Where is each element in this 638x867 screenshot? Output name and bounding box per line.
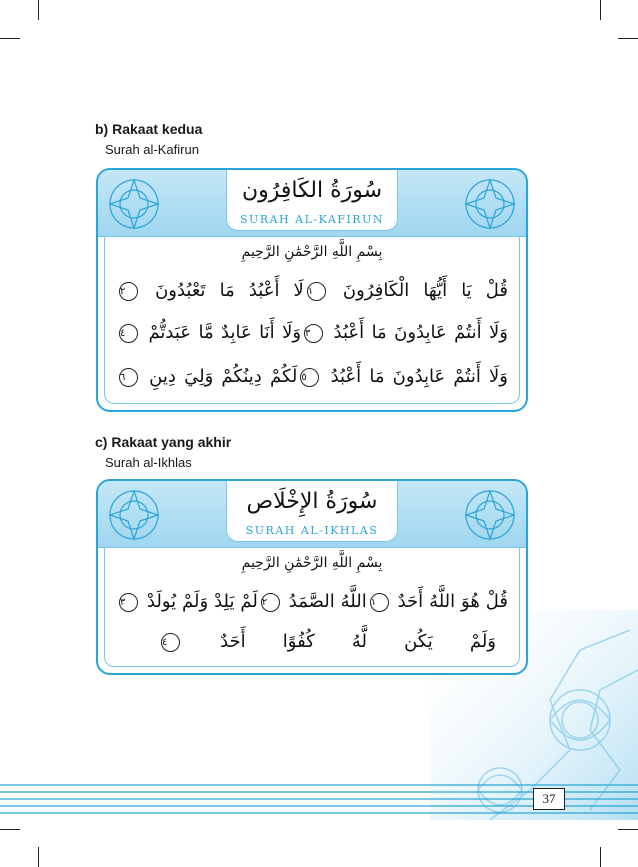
ayah-text: لَمْ يَلِدْ وَلَمْ يُولَدْ [141, 591, 258, 612]
crop-mark [0, 38, 20, 39]
ayah-number: ٣ [304, 324, 323, 343]
crop-mark [618, 829, 638, 830]
ayah-number: ٢ [261, 593, 280, 612]
ayah-number: ٥ [300, 368, 319, 387]
crop-mark [38, 847, 39, 867]
section-subtitle: Surah al-Ikhlas [105, 455, 192, 470]
crop-mark [38, 0, 39, 20]
ayah-text: لَكُمْ دِينُكُمْ وَلِيَ دِينِ [141, 366, 298, 387]
page-number: 37 [533, 788, 565, 810]
section-subtitle: Surah al-Kafirun [105, 142, 199, 157]
ayah-text: قُلْ يَا أَيُّهَا الْكَافِرُونَ [328, 280, 508, 301]
ayah-text: وَلَا أَنَا عَابِدٌ مَّا عَبَدتُّمْ [141, 322, 302, 343]
ayah-line [116, 280, 508, 301]
section-title: b) Rakaat kedua [95, 121, 203, 137]
ayah-number: ٣ [119, 593, 138, 612]
ayah-line [116, 591, 508, 612]
ayah-number: ١ [370, 593, 389, 612]
crop-mark [600, 847, 601, 867]
ayah-number: ١ [307, 282, 326, 301]
crop-mark [0, 829, 20, 830]
ayah-text: وَلَا أَنتُمْ عَابِدُونَ مَا أَعْبُدُ [322, 366, 508, 387]
ayah-text: وَلَا أَنتُمْ عَابِدُونَ مَا أَعْبُدُ [326, 322, 508, 343]
surah-card-ikhlas [96, 479, 528, 675]
crop-mark [600, 0, 601, 20]
ayah-number: ٢ [119, 282, 138, 301]
basmala: بِسْمِ اللَّهِ الرَّحْمَٰنِ الرَّحِيمِ [241, 244, 383, 260]
ayah-text: لَا أَعْبُدُ مَا تَعْبُدُونَ [141, 280, 304, 301]
ayah-text: اللَّهُ الصَّمَدُ [282, 591, 367, 612]
crop-mark [618, 38, 638, 39]
surah-name-arabic: سُورَةُ الكَافِرُون [241, 178, 383, 203]
ayah-number: ٤ [161, 633, 180, 652]
ayah-line [116, 322, 508, 343]
surah-name-arabic: سُورَةُ الإِخْلَاص [246, 489, 378, 514]
section-title: c) Rakaat yang akhir [95, 434, 232, 450]
ayah-text: وَلَمْ يَكُن لَّهُ كُفُوًا أَحَدٌ [183, 631, 496, 652]
ayah-text: قُلْ هُوَ اللَّهُ أَحَدٌ [391, 591, 508, 612]
ayah-number: ٤ [119, 324, 138, 343]
ayah-line [116, 366, 508, 387]
surah-card-kafirun [96, 168, 528, 412]
surah-name-latin: SURAH AL-KAFIRUN [240, 213, 384, 226]
surah-name-latin: SURAH AL-IKHLAS [245, 524, 379, 537]
ayah-line [158, 631, 496, 652]
ayah-number: ٦ [119, 368, 138, 387]
basmala: بِسْمِ اللَّهِ الرَّحْمَٰنِ الرَّحِيمِ [241, 555, 383, 571]
